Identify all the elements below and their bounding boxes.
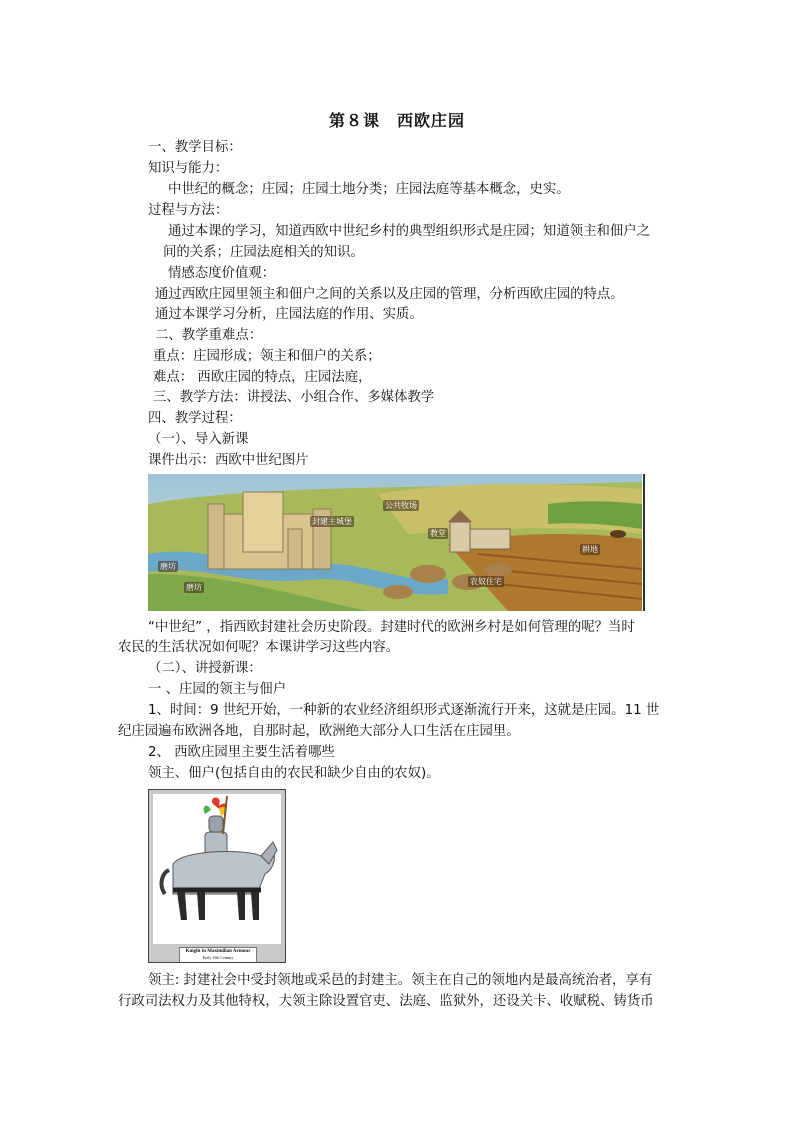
text-line: 通过本课的学习，知道西欧中世纪乡村的典型组织形式是庄园；知道领主和佃户之 — [168, 224, 651, 239]
text-line: （二）、讲授新课： — [148, 661, 262, 676]
text-line: 间的关系；庄园法庭相关的知识。 — [163, 245, 364, 260]
page-title: 第８课 西欧庄园 — [328, 111, 465, 130]
knight-subcaption: Early 16th Century — [202, 955, 234, 960]
text-line: 领主: 封建社会中受封领地或采邑的封建主。领主在自己的领地内是最高统治者，享有 — [148, 973, 653, 988]
manor-label-castle: 封建主城堡 — [312, 517, 352, 526]
text-line: 一 、庄园的领主与佃户 — [148, 682, 287, 697]
manor-label-farmland: 耕地 — [582, 545, 598, 554]
text-line: 行政司法权力及其他特权，大领主除设置官吏、法庭、监狱外，还设关卡、收赋税、铸货币 — [118, 994, 654, 1009]
text-line: 农民的生活状况如何呢？本课讲学习这些内容。 — [118, 640, 400, 655]
text-line: “中世纪” ，指西欧封建社会历史阶段。封建时代的欧洲乡村是如何管理的呢？当时 — [148, 620, 635, 635]
text-line: 过程与方法： — [148, 203, 229, 218]
text-line: 二、教学重难点： — [155, 328, 263, 343]
text-line: 通过西欧庄园里领主和佃户之间的关系以及庄园的管理，分析西欧庄园的特点。 — [155, 287, 624, 302]
text-line: 2、 西欧庄园里主要生活着哪些 — [148, 745, 335, 760]
text-line: 四、教学过程： — [148, 411, 242, 426]
manor-label-pasture: 公共牧场 — [385, 501, 417, 510]
text-line: 中世纪的概念；庄园；庄园土地分类；庄园法庭等基本概念，史实。 — [168, 182, 570, 197]
manor-label-mill-2: 磨坊 — [186, 583, 202, 592]
text-line: 知识与能力： — [148, 161, 229, 176]
armoured-knight-image — [153, 794, 281, 944]
text-line: 难点： 西欧庄园的特点，庄园法庭， — [153, 370, 372, 385]
manor-scene — [148, 474, 642, 611]
manor-label-church: 教堂 — [430, 529, 446, 538]
knight-illustration — [148, 789, 286, 963]
text-line: 1、时间：9 世纪开始，一种新的农业经济组织形式逐渐流行开来，这就是庄园。11 世 — [148, 703, 660, 718]
text-line: 纪庄园遍布欧洲各地，自那时起，欧洲绝大部分人口生活在庄园里。 — [118, 724, 520, 739]
manor-label-serf-houses: 农奴住宅 — [470, 577, 502, 586]
knight-caption: Knight in Maximilian Armour — [185, 949, 251, 954]
text-line: 情感态度价值观： — [168, 266, 276, 281]
text-line: 领主、佃户(包括自由的农民和缺少自由的农奴)。 — [148, 766, 440, 781]
knight-caption-box — [179, 947, 257, 963]
figure-border-line — [643, 474, 645, 611]
text-line: 重点：庄园形成；领主和佃户的关系； — [153, 349, 381, 364]
text-line: （一）、导入新课 — [148, 432, 249, 447]
text-line: 课件出示：西欧中世纪图片 — [148, 453, 309, 468]
manor-illustration — [148, 474, 642, 611]
manor-label-mill: 磨坊 — [160, 562, 176, 571]
text-line: 通过本课学习分析，庄园法庭的作用、实质。 — [155, 307, 423, 322]
text-line: 三、教学方法：讲授法、小组合作、多媒体教学 — [153, 390, 435, 405]
text-line: 一、教学目标： — [148, 140, 242, 155]
knight-panel — [153, 794, 281, 944]
